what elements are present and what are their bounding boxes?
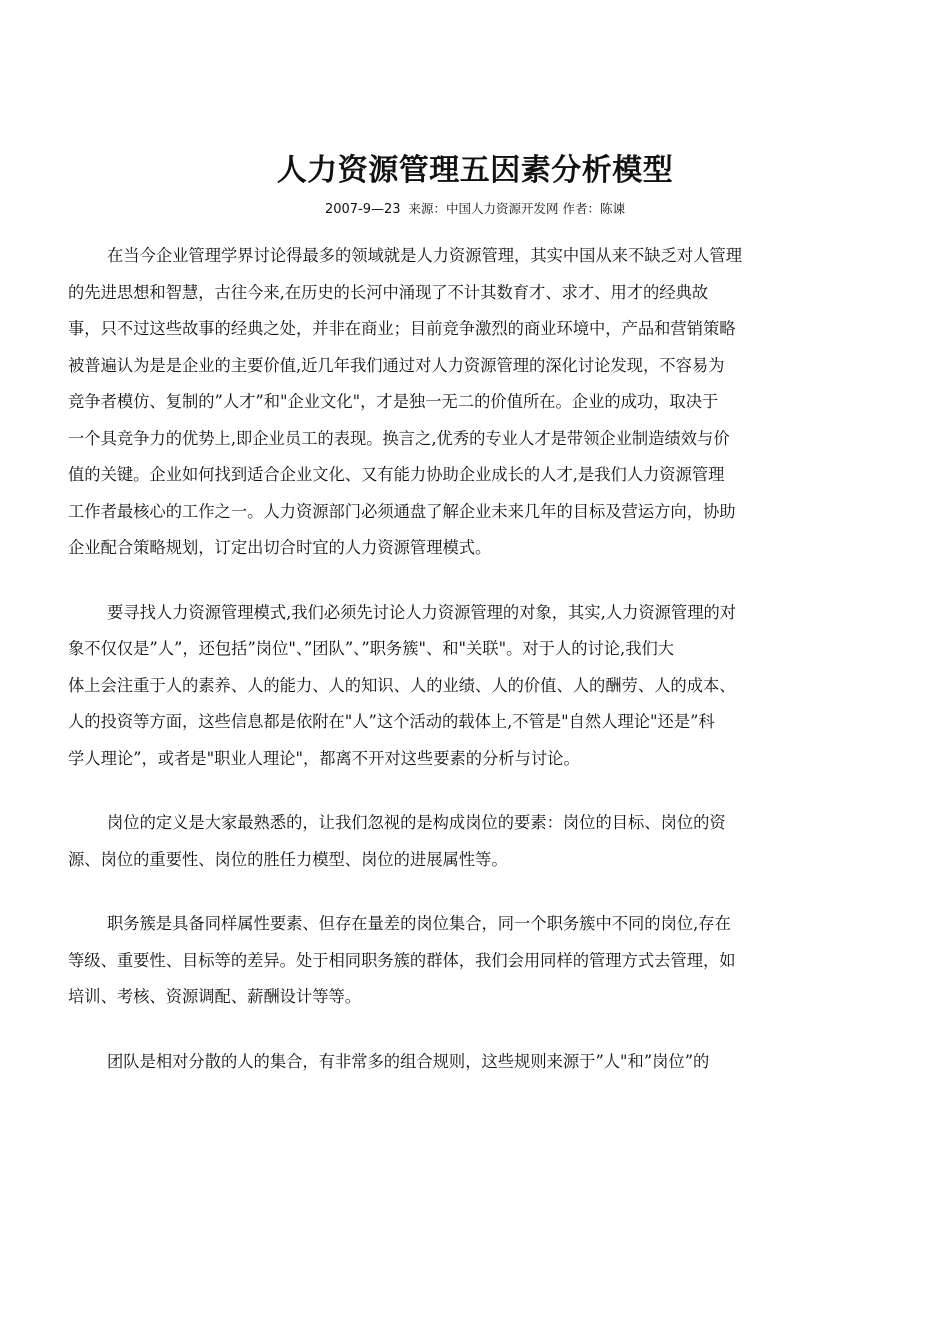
publish-date: 2007-9—23 [324,202,401,217]
paragraph [68,595,856,778]
paragraph-line: 团队是相对分散的人的集合，有非常多的组合规则，这些规则来源于”人"和”岗位”的 [107,1051,710,1071]
paragraph-line: 学人理论”，或者是"职业人理论"，都离不开对这些要素的分析与讨论。 [68,748,580,768]
paragraph-line: 等级、重要性、目标等的差异。处于相同职务簇的群体，我们会用同样的管理方式去管理，如 [68,950,736,970]
paragraph [68,1044,856,1081]
paragraph-line: 一个具竞争力的优势上,即企业员工的表现。换言之,优秀的专业人才是带领企业制造绩效与价 [68,428,730,448]
paragraph-line: 培训、考核、资源调配、薪酬设计等等。 [68,987,362,1006]
byline [0,200,950,219]
paragraph-line: 值的关键。企业如何找到适合企业文化、又有能力协助企业成长的人才,是我们人力资源管理 [68,465,725,484]
source-author: 来源：中国人力资源开发网 作者：陈谏 [408,201,626,216]
paragraph-line: 职务簇是具备同样属性要素、但存在量差的岗位集合，同一个职务簇中不同的岗位,存在 [107,914,731,933]
paragraph-line: 要寻找人力资源管理模式,我们必须先讨论人力资源管理的对象，其实,人力资源管理的对 [107,602,737,622]
paragraph-line: 被普遍认为是是企业的主要价值,近几年我们通过对人力资源管理的深化讨论发现，不容易为 [68,355,725,375]
paragraph-line: 象不仅仅是”人”，还包括”岗位"、”团队”、”职务簇"、和"关联"。对于人的讨论,我们大 [68,639,675,658]
article-body [68,238,856,1108]
paragraph-line: 体上会注重于人的素养、人的能力、人的知识、人的业绩、人的价值、人的酬劳、人的成本、 [68,675,736,695]
paragraph-line: 源、岗位的重要性、岗位的胜任力模型、岗位的进展属性等。 [68,849,508,869]
paragraph-line: 人的投资等方面，这些信息都是依附在"人”这个活动的载体上,不管是"自然人理论"还是”科 [68,712,715,731]
page-title: 人力资源管理五因素分析模型 [276,153,674,188]
paragraph-line: 的先进思想和智慧，古往今来,在历史的长河中涌现了不计其数育才、求才、用才的经典故 [68,282,709,302]
paragraph-line: 企业配合策略规划，订定出切合时宜的人力资源管理模式。 [68,538,492,557]
paragraph-line: 事，只不过这些故事的经典之处，并非在商业；目前竞争激烈的商业环境中，产品和营销策略 [68,319,736,338]
paragraph-line: 竞争者模仿、复制的”人才”和"企业文化"，才是独一无二的价值所在。企业的成功，取决于 [68,392,719,411]
paragraph [68,906,856,1016]
paragraph-line: 岗位的定义是大家最熟悉的，让我们忽视的是构成岗位的要素：岗位的目标、岗位的资 [107,813,726,832]
paragraph [68,805,856,878]
paragraph-line: 在当今企业管理学界讨论得最多的领域就是人力资源管理，其实中国从来不缺乏对人管理 [107,246,742,265]
paragraph [68,238,856,567]
paragraph-line: 工作者最核心的工作之一。人力资源部门必须通盘了解企业未来几年的目标及营运方向，协助 [68,501,736,521]
